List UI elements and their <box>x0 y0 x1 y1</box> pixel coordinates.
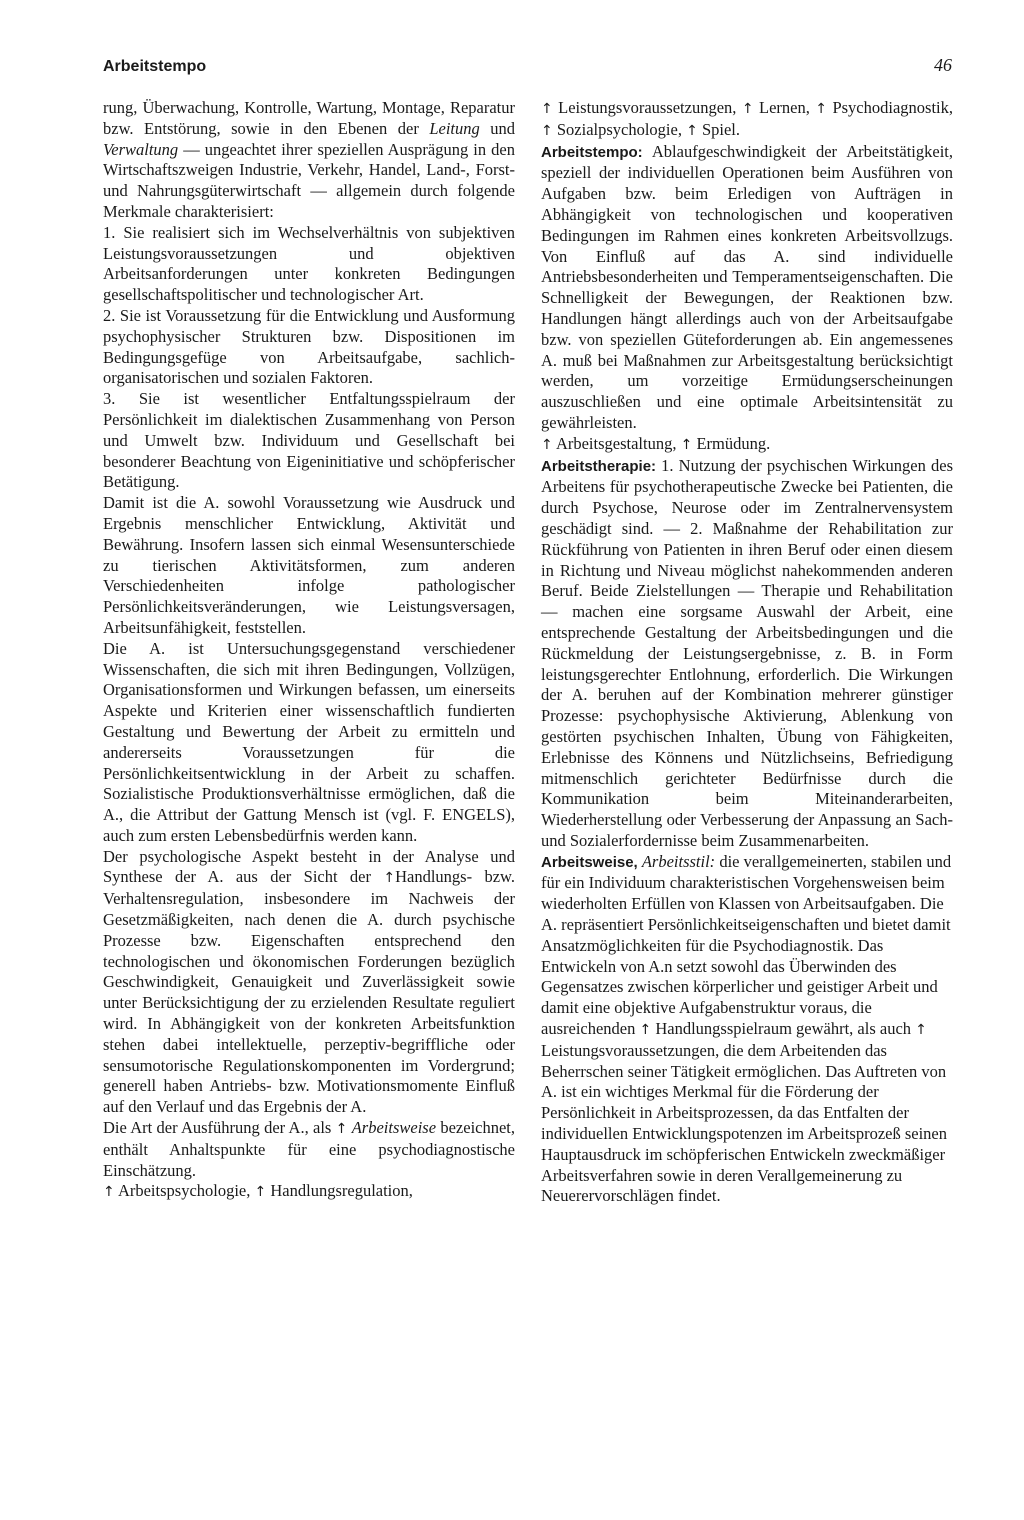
reference-arrow-icon: ↑ <box>639 1022 652 1039</box>
paragraph <box>103 1118 515 1181</box>
reference-arrow-icon: ↑ <box>915 1022 927 1039</box>
page-number: 46 <box>934 55 952 75</box>
cross-references <box>541 98 953 142</box>
paragraph: 2. Sie ist Voraussetzung für die Entwicklung und Ausformung psychophysischer Strukturen bzw. Dispositionen im Bedingungsgefüge von Arbeitsaufgabe, sachlich-organisatorischen und sozialen Faktoren. <box>103 305 515 388</box>
paragraph <box>103 98 515 223</box>
reference-arrow-icon: ↑ <box>103 1184 115 1201</box>
entry-term-synonym: Arbeitsstil: <box>641 851 716 871</box>
text-run: Die Art der Ausführung der A., als <box>103 1118 336 1138</box>
cross-references <box>541 434 953 456</box>
cross-reference: Spiel. <box>697 119 740 139</box>
text-run: rung, Überwachung, Kontrolle, Wartung, Montage, Reparatur bzw. Entstörung, sowie in den Ebenen der <box>103 98 515 138</box>
reference-arrow-icon: ↑ <box>541 101 553 117</box>
cross-reference: Leistungsvoraussetzungen, <box>552 98 742 117</box>
left-column <box>103 98 515 1203</box>
reference-arrow-icon: ↑ <box>541 436 553 453</box>
text-run: Der psychologische Aspekt besteht in der Analyse und Synthese der A. aus der Sicht der <box>103 846 515 887</box>
reference-arrow-icon: ↑ <box>383 870 396 887</box>
entry-text: Handlungsspielraum gewährt, als auch <box>651 1019 916 1039</box>
italic-term: Leitung <box>429 118 480 138</box>
cross-reference: Psychodiagnostik, <box>827 98 953 117</box>
entry-text: die verallgemeinerten, stabilen und für ein Individuum charakteristischen Vorgehensweisen beim wiederholten Erfüllen von Klassen von Arbeitsaufgaben. Die A. repräsentiert Persönlichkeitseigenschaften und bietet damit Ansatzmöglichkeiten für die Psychodiagnostik. Das Entwickeln von A.n setzt sowohl das Überwinden des Gegensatzes zwischen körperlicher und geistiger Arbeit und damit eine objektive Aufgabenstruktur voraus, die ausreichenden <box>541 851 952 1039</box>
paragraph: 3. Sie ist wesentlicher Entfaltungsspielraum der Persönlichkeit im dialektischen Zusammenhang von Person und Umwelt bzw. Individuum und Gesellschaft bei besonderer Beachtung von Eigeninitiative und schöpferischer Betätigung. <box>103 389 515 492</box>
entry-text: Ablaufgeschwindigkeit der Arbeitstätigkeit, speziell der individuellen Operationen beim Ausführen von Aufgaben bzw. beim Erledigen von Aufträgen in Abhängigkeit von technologischen und kooperativen Bedingungen im Rahmen eines konkreten Arbeitsvollzugs. Von Einfluß auf das A. sind individuelle Antriebsbesonderheiten und Temperamentseigenschaften. Die Schnelligkeit der Bewegungen, der Reaktionen bzw. Handlungen hängt allerdings auch von der Arbeitsaufgabe bzw. von speziellen Güteforderungen ab. Ein angemessenes A. muß bei Maßnahmen zur Arbeitsgestaltung berücksichtigt werden, um vorzeitige Ermüdungserscheinungen auszuschließen und eine optimale Arbeitsintensität zu gewährleisten. <box>541 141 953 432</box>
paragraph: Damit ist die A. sowohl Voraussetzung wie Ausdruck und Ergebnis menschlicher Entwicklung, Aktivität und Bewährung. Insofern lassen sich einmal Wesensunterschiede zu tierischen Aktivitätsformen, zum anderen Verschiedenheiten infolge pathologischer Persönlichkeitsveränderungen, wie Leistungsversagen, Arbeitsunfähigkeit, feststellen. <box>103 493 515 637</box>
entry-arbeitstherapie <box>541 456 953 852</box>
entry-arbeitstempo <box>541 142 953 434</box>
italic-term: Verwaltung <box>103 139 179 159</box>
reference-arrow-icon: ↑ <box>541 122 553 139</box>
paragraph: 1. Sie realisiert sich im Wechselverhältnis von subjektiven Leistungsvoraussetzungen und objektiven Arbeitsanforderungen unter konkreten Bedingungen gesellschaftspolitischer und technologischer Art. <box>103 222 515 305</box>
paragraph <box>103 847 515 1118</box>
cross-reference: Sozialpsychologie, <box>552 119 687 139</box>
entry-text: 1. Nutzung der psychischen Wirkungen des Arbeitens für psychotherapeutische Zwecke bei Patienten, die durch Psychose, Neurose oder im Zentralnervensystem geschädigt sind. — 2. Maßnahme der Rehabilitation zur Rückführung von Patienten in ihren Beruf oder einen diesem in Richtung und Niveau möglichst nahekommenden anderen Beruf. Beide Zielstellungen — Therapie und Rehabilitation — machen eine sorgsame Auswahl der Arbeit, eine entsprechende Gestaltung der Arbeitsbedingungen und die Rückmeldung der Leistungsergebnisse, z. B. in Form leistungsgerechter Entlohnung, erforderlich. Die Wirkungen der A. beruhen auf der Kombination mehrerer günstiger Prozesse: psychophysische Aktivierung, Ablenkung von gestörten psychischen Inhalten, Übung von Fähigkeiten, Erlebnisse des Könnens und Nützlichseins, Befriedigung mitmenschlich gerichteter Bedürfnisse durch die Kommunikation beim Miteinanderarbeiten, Wiederherstellung oder Verbesserung der Anpassung an Sach- und Sozialerfordernisse beim Zusammenarbeiten. <box>541 455 953 850</box>
entry-term: Arbeitstherapie: <box>541 457 657 475</box>
text-run: bezeichnet, enthält Anhaltspunkte für eine psychodiagnostische Einschätzung. <box>103 1118 516 1180</box>
entry-text: Leistungsvoraussetzungen, die dem Arbeitenden das Beherrschen seiner Tätigkeit ermöglichen. Das Auftreten von A. ist ein wichtiges Merkmal für die Förderung der Persönlichkeit in Arbeitsprozessen, da das Entfalten der individuellen Entwicklungspotenzen im Arbeitsprozeß seinen Hauptausdruck im schöpferischen Entwickeln zweckmäßiger Arbeitsverfahren sowie in deren Verallgemeinerung zu Neuerervorschlägen findet. <box>541 1040 947 1206</box>
reference-arrow-icon: ↑ <box>815 101 828 117</box>
text-run: und <box>479 118 516 138</box>
cross-reference: Arbeitspsychologie, <box>114 1181 255 1201</box>
cross-reference: Ermüdung. <box>692 433 771 453</box>
text-run: Handlungs- bzw. Verhaltensregulation, insbesondere im Nachweis der Gesetzmäßigkeiten, nach denen die A. durch psychische Prozesse bzw. Eigenschaften entsprechend den technologischen und ökonomischen Forderungen bezüglich Geschwindigkeit, Genauigkeit und Zuverlässigkeit sowie unter Berücksichtigung der zu erzielenden Resultate reguliert wird. In Abhängigkeit von der konkreten Arbeitsfunktion stehen dabei intellektuelle, perzeptiv-begriffliche oder sensumotorische Regulationskomponenten im Vordergrund; generell haben Antriebs- bzw. Motivationsmomente Einfluß auf den Verlauf und das Ergebnis der A. <box>103 867 515 1117</box>
cross-reference: Arbeitsgestaltung, <box>552 433 681 453</box>
reference-arrow-icon: ↑ <box>741 101 754 117</box>
right-column <box>541 98 953 1207</box>
reference-arrow-icon: ↑ <box>680 436 693 453</box>
text-run: — ungeachtet ihrer speziellen Ausprägung in den Wirtschaftszweigen Industrie, Verkehr, Handel, Land-, Forst- und Nahrungsgüterwirtschaft — allgemein durch folgende Merkmale charakterisiert: <box>103 139 515 221</box>
entry-term: Arbeitsweise, <box>541 853 638 871</box>
cross-references <box>103 1181 515 1203</box>
cross-reference: Lernen, <box>753 98 816 117</box>
running-header-title: Arbeitstempo <box>103 58 207 75</box>
entry-arbeitsweise <box>541 852 953 1208</box>
italic-term: Arbeitsweise <box>351 1118 437 1138</box>
cross-reference: Handlungsregulation, <box>266 1181 413 1201</box>
paragraph: Die A. ist Untersuchungsgegenstand verschiedener Wissenschaften, die sich mit ihren Bedingungen, Vollzügen, Organisationsformen und Wirkungen befassen, um einerseits Aspekte und Kriterien einer wissenschaftlich fundierten Gestaltung und Bewertung der Arbeit zu ermitteln und andererseits Voraussetzungen für die Persönlichkeitsentwicklung in der Arbeit zu schaffen. Sozialistische Produktionsverhältnisse ermöglichen, daß die A., die Attribut der Gattung Mensch ist (vgl. F. ENGELS), auch zum ersten Lebensbedürfnis werden kann. <box>103 638 515 845</box>
entry-term: Arbeitstempo: <box>541 143 643 161</box>
reference-arrow-icon: ↑ <box>686 122 698 139</box>
reference-arrow-icon: ↑ <box>335 1121 348 1138</box>
reference-arrow-icon: ↑ <box>254 1184 267 1201</box>
